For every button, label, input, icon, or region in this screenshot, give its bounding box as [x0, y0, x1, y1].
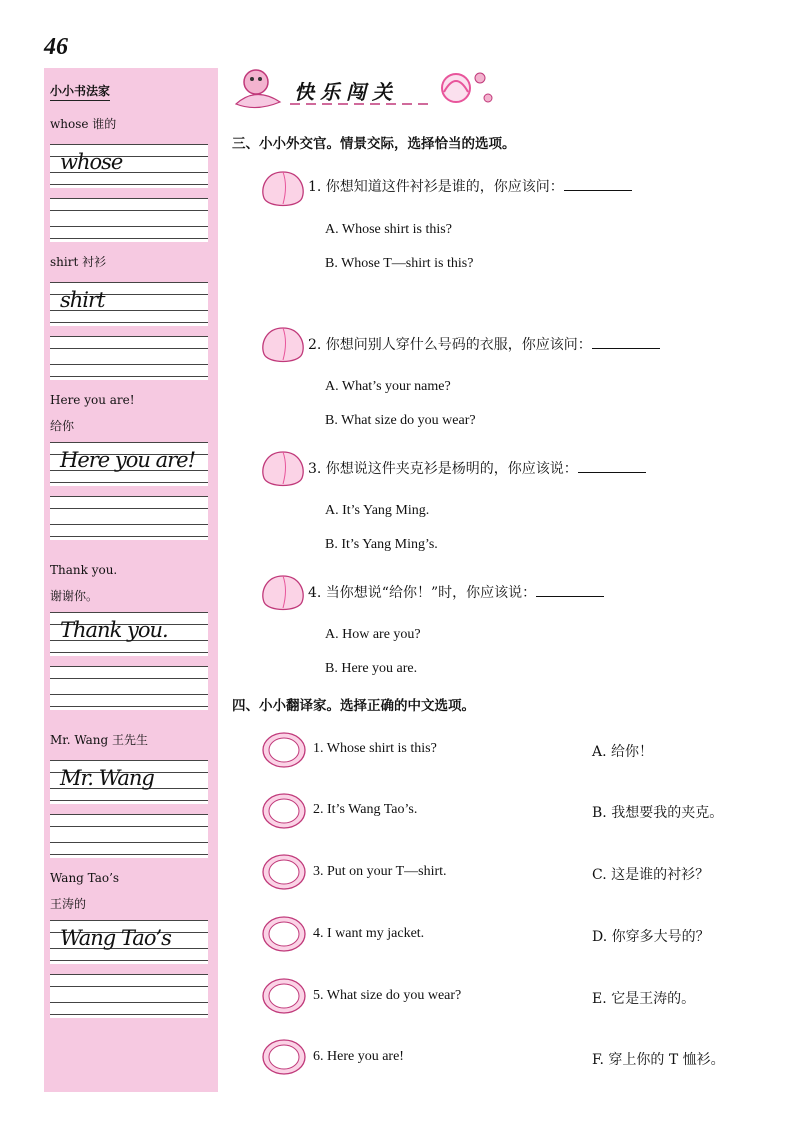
- option-b: B. Here you are.: [325, 661, 418, 676]
- sidebar-entry-mr-wang: [50, 732, 212, 858]
- entry-label: shirt 衬衫: [50, 255, 107, 269]
- peach-answer-icon[interactable]: [258, 166, 308, 210]
- entry-label-chinese: 谢谢你。: [50, 589, 99, 603]
- sidebar-entry-thank-you: [50, 562, 212, 710]
- translate-option: A. 给你！: [592, 744, 654, 760]
- answer-blank[interactable]: [564, 176, 632, 191]
- practice-lines[interactable]: [50, 666, 208, 710]
- handwriting-sample: Mr. Wang: [60, 766, 154, 790]
- answer-blank[interactable]: [536, 582, 604, 597]
- translate-question: 2. It’s Wang Tao’s.: [313, 802, 418, 817]
- handwriting-lines: [50, 442, 208, 486]
- answer-ring-icon[interactable]: [260, 791, 308, 831]
- banner-title: 快乐闯关: [294, 80, 398, 104]
- handwriting-sample: Wang Tao’s: [60, 926, 171, 950]
- practice-lines[interactable]: [50, 974, 208, 1018]
- section4-title: 四、小小翻译家。选择正确的中文选项。: [232, 698, 475, 714]
- sidebar-entry-wang-tao: [50, 870, 212, 1018]
- sidebar-title: 小小书法家: [50, 82, 110, 101]
- translate-option: D. 你穿多大号的？: [592, 929, 710, 945]
- handwriting-lines: [50, 920, 208, 964]
- answer-blank[interactable]: [578, 458, 646, 473]
- entry-label: Thank you.: [50, 563, 118, 577]
- entry-label: Mr. Wang 王先生: [50, 733, 149, 747]
- sidebar-entry-shirt: [50, 254, 212, 380]
- entry-label: whose 谁的: [50, 117, 117, 131]
- calligraphy-sidebar: [44, 68, 218, 1092]
- handwriting-lines: [50, 760, 208, 804]
- question-1: 1. 你想知道这件衬衫是谁的，你应该问：: [308, 176, 632, 196]
- entry-label: Wang Tao’s: [50, 871, 120, 885]
- translate-option: E. 它是王涛的。: [592, 991, 696, 1007]
- handwriting-sample: Thank you.: [60, 618, 168, 642]
- section-banner: [230, 64, 500, 114]
- handwriting-lines: [50, 282, 208, 326]
- translate-question: 1. Whose shirt is this?: [313, 741, 437, 756]
- translate-question: 3. Put on your T—shirt.: [313, 864, 447, 879]
- entry-label-chinese: 给你: [50, 419, 75, 433]
- practice-lines[interactable]: [50, 814, 208, 858]
- sidebar-entry-here-you-are: [50, 392, 212, 540]
- option-b: B. Whose T—shirt is this?: [325, 256, 474, 271]
- option-a: A. How are you?: [325, 627, 421, 642]
- answer-ring-icon[interactable]: [260, 852, 308, 892]
- peach-answer-icon[interactable]: [258, 446, 308, 490]
- question-3: 3. 你想说这件夹克衫是杨明的，你应该说：: [308, 458, 646, 478]
- translate-question: 5. What size do you wear?: [313, 988, 462, 1003]
- entry-label: Here you are!: [50, 393, 135, 407]
- option-a: A. Whose shirt is this?: [325, 222, 452, 237]
- peach-answer-icon[interactable]: [258, 570, 308, 614]
- answer-ring-icon[interactable]: [260, 976, 308, 1016]
- practice-lines[interactable]: [50, 198, 208, 242]
- entry-label-chinese: 王涛的: [50, 897, 87, 911]
- option-b: B. It’s Yang Ming’s.: [325, 537, 438, 552]
- handwriting-sample: shirt: [60, 288, 105, 312]
- practice-lines[interactable]: [50, 496, 208, 540]
- translate-question: 6. Here you are!: [313, 1049, 404, 1064]
- translate-option: B. 我想要我的夹克。: [592, 805, 724, 821]
- option-b: B. What size do you wear?: [325, 413, 476, 428]
- translate-question: 4. I want my jacket.: [313, 926, 425, 941]
- handwriting-lines: [50, 612, 208, 656]
- question-2: 2. 你想问别人穿什么号码的衣服，你应该问：: [308, 334, 660, 354]
- option-a: A. What’s your name?: [325, 379, 451, 394]
- section3-title: 三、小小外交官。情景交际，选择恰当的选项。: [232, 136, 516, 152]
- answer-ring-icon[interactable]: [260, 1037, 308, 1077]
- question-4: 4. 当你想说“给你！”时，你应该说：: [308, 582, 604, 602]
- answer-ring-icon[interactable]: [260, 914, 308, 954]
- page-number: 46: [44, 34, 68, 60]
- peach-answer-icon[interactable]: [258, 322, 308, 366]
- translate-option: C. 这是谁的衬衫？: [592, 867, 710, 883]
- sidebar-zigzag-edge: [44, 1078, 218, 1098]
- answer-blank[interactable]: [592, 334, 660, 349]
- translate-option: F. 穿上你的 T 恤衫。: [592, 1052, 725, 1068]
- practice-lines[interactable]: [50, 336, 208, 380]
- handwriting-sample: Here you are!: [60, 448, 196, 472]
- sidebar-entry-whose: [50, 116, 212, 242]
- handwriting-sample: whose: [60, 150, 123, 174]
- handwriting-lines: [50, 144, 208, 188]
- option-a: A. It’s Yang Ming.: [325, 503, 430, 518]
- answer-ring-icon[interactable]: [260, 730, 308, 770]
